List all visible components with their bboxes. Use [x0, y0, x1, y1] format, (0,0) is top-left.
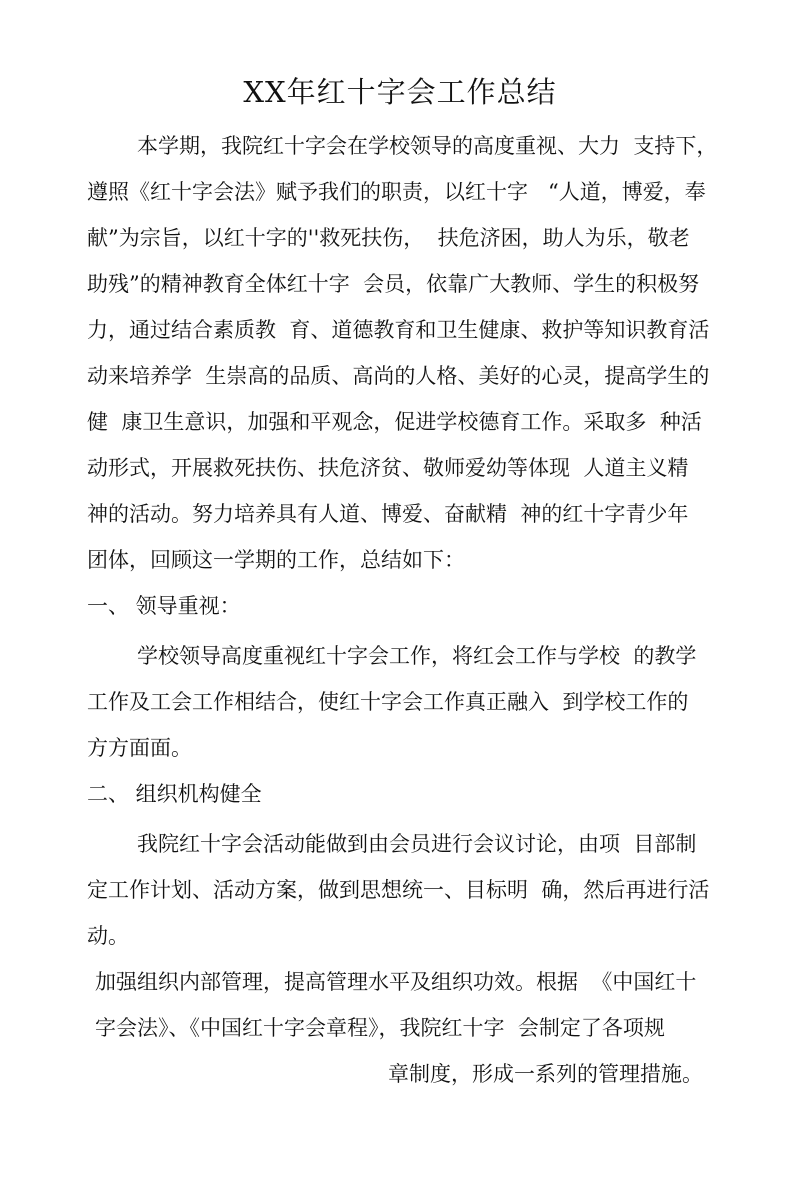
section-2-heading: 二、 组织机构健全 — [87, 782, 262, 806]
document-title: XX年红十字会工作总结 — [243, 75, 557, 109]
section-1-heading: 一、 领导重视： — [87, 594, 241, 618]
intro-line-3: 献”为宗旨，以红十字的''救死扶伤， 扶危济困，助人为乐，敬老 — [87, 226, 690, 250]
intro-line-7: 健 康卫生意识，加强和平观念，促进学校德育工作。采取多 种活 — [87, 410, 702, 434]
intro-line-10: 团体，回顾这一学期的工作，总结如下： — [87, 548, 465, 572]
section-2-line-1: 我院红十字会活动能做到由会员进行会议讨论，由项 目部制 — [137, 832, 697, 856]
section-1-line-3: 方方面面。 — [87, 736, 192, 760]
section-1-line-1: 学校领导高度重视红十字会工作，将红会工作与学校 的教学 — [137, 644, 697, 668]
section-2-extra-line-2: 字会法》、《中国红十字会章程》，我院红十字 会制定了各项规 — [95, 1016, 665, 1040]
section-1-line-2: 工作及工会工作相结合，使红十字会工作真正融入 到学校工作的 — [87, 690, 689, 714]
intro-line-1: 本学期，我院红十字会在学校领导的高度重视、大力 支持下， — [137, 134, 718, 158]
section-2-line-3: 动。 — [87, 924, 129, 948]
intro-line-5: 力，通过结合素质教 育、道德教育和卫生健康、救护等知识教育活 — [87, 318, 710, 342]
section-2-line-2: 定工作计划、活动方案，做到思想统一、目标明 确，然后再进行活 — [87, 878, 710, 902]
intro-line-4: 助残”的精神教育全体红十字 会员，依靠广大教师、学生的积极努 — [87, 272, 700, 296]
section-2-extra-line-1: 加强组织内部管理，提高管理水平及组织功效。根据 《中国红十 — [95, 970, 697, 994]
section-2-extra-line-3: 章制度，形成一系列的管理措施。 — [388, 1062, 703, 1086]
intro-line-9: 神的活动。努力培养具有人道、博爱、奋献精 神的红十字青少年 — [87, 502, 689, 526]
intro-line-6: 动来培养学 生崇高的品质、高尚的人格、美好的心灵，提高学生的 — [87, 364, 710, 388]
intro-line-2: 遵照《红十字会法》赋予我们的职责，以红十字 “人道，博爱，奉 — [87, 180, 706, 204]
intro-line-8: 动形式，开展救死扶伤、扶危济贫、敬师爱幼等体现 人道主义精 — [87, 456, 689, 480]
